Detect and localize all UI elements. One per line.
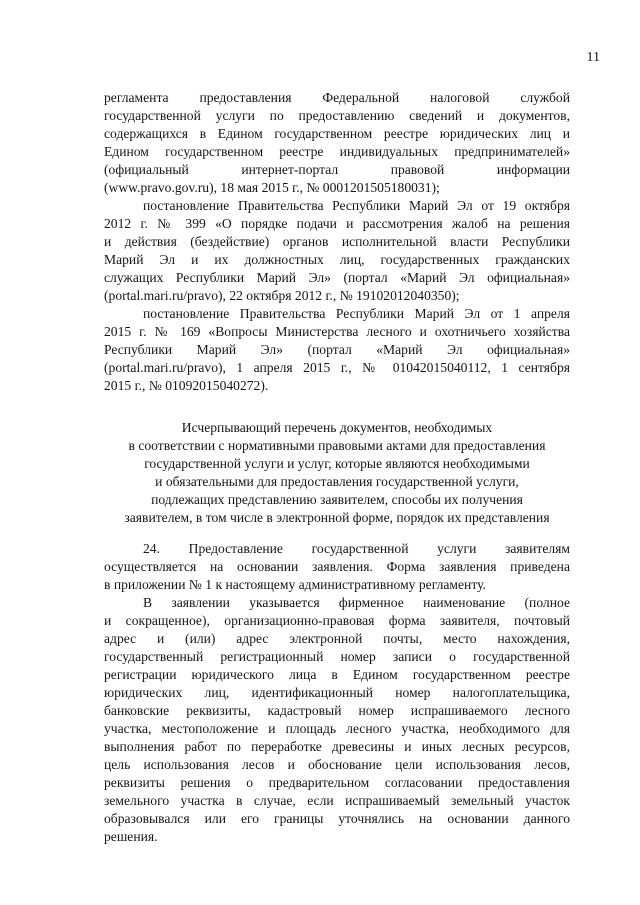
text-line: Марий Эл и их должностных лиц, государственных гражданских bbox=[104, 252, 570, 267]
text-line: содержащихся в Едином государственном реестре юридических лиц и bbox=[104, 126, 570, 141]
text-line: осуществляется на основании заявления. Форма заявления приведена bbox=[104, 559, 570, 574]
section-heading-line: подлежащих представлению заявителем, способы их получения bbox=[151, 492, 523, 507]
text-line: выполнения работ по переработке древесины и иных лесных ресурсов, bbox=[104, 739, 570, 754]
text-line: служащих Республики Марий Эл» (портал «Марий Эл официальная» bbox=[104, 270, 570, 285]
text-line: юридических лиц, идентификационный номер налогоплательщика, bbox=[104, 685, 570, 700]
text-line: регистрации юридического лица в Едином государственном реестре bbox=[104, 667, 570, 682]
section-heading-line: Исчерпывающий перечень документов, необходимых bbox=[181, 420, 493, 435]
text-line: 24. Предоставление государственной услуги заявителям bbox=[143, 541, 570, 556]
text-line: в приложении № 1 к настоящему административному регламенту. bbox=[104, 577, 486, 592]
text-line: 2015 г., № 01092015040272). bbox=[104, 378, 269, 393]
text-line: адрес и (или) адрес электронной почты, место нахождения, bbox=[104, 631, 570, 646]
text-line: земельного участка в случае, если испрашиваемый земельный участок bbox=[104, 793, 570, 808]
text-line: государственный регистрационный номер записи о государственной bbox=[104, 649, 570, 664]
text-line: и сокращенное), организационно-правовая форма заявителя, почтовый bbox=[104, 613, 570, 628]
text-line: постановление Правительства Республики Марий Эл от 1 апреля bbox=[143, 306, 570, 321]
text-line: образовывался или его границы уточнялись на основании данного bbox=[104, 811, 570, 826]
text-line: (portal.mari.ru/pravo), 1 апреля 2015 г., № 01042015040112, 1 сентября bbox=[104, 360, 570, 375]
text-line: (www.pravo.gov.ru), 18 мая 2015 г., № 0001201505180031); bbox=[104, 180, 440, 195]
text-line: решения. bbox=[104, 829, 158, 844]
text-line: и действия (бездействие) органов исполнительной власти Республики bbox=[104, 234, 570, 249]
text-line: цель использования лесов и обоснование цели использования лесов, bbox=[104, 757, 570, 772]
section-heading-line: государственной услуги и услуг, которые являются необходимыми bbox=[144, 456, 530, 471]
text-line: Едином государственном реестре индивидуальных предпринимателей» bbox=[104, 144, 570, 159]
section-heading-line: заявителем, в том числе в электронной форме, порядок их представления bbox=[124, 510, 550, 525]
page-number: 11 bbox=[586, 50, 600, 65]
text-line: 2012 г. № 399 «О порядке подачи и рассмотрения жалоб на решения bbox=[104, 216, 570, 231]
text-line: (официальный интернет-портал правовой информации bbox=[104, 162, 570, 177]
text-line: (portal.mari.ru/pravo), 22 октября 2012 г., № 19102012040350); bbox=[104, 288, 460, 303]
text-line: регламента предоставления Федеральной налоговой службой bbox=[104, 90, 570, 105]
text-line: государственной услуги по предоставлению сведений и документов, bbox=[104, 108, 570, 123]
text-line: участка, местоположение и площадь лесного участка, необходимого для bbox=[104, 721, 570, 736]
text-line: постановление Правительства Республики Марий Эл от 19 октября bbox=[143, 198, 570, 213]
text-line: 2015 г. № 169 «Вопросы Министерства лесного и охотничьего хозяйства bbox=[104, 324, 570, 339]
text-line: В заявлении указывается фирменное наименование (полное bbox=[143, 595, 570, 610]
text-line: Республики Марий Эл» (портал «Марий Эл официальная» bbox=[104, 342, 570, 357]
text-line: реквизиты решения о предварительном согласовании предоставления bbox=[104, 775, 570, 790]
text-line: банковские реквизиты, кадастровый номер испрашиваемого лесного bbox=[104, 703, 570, 718]
section-heading-line: и обязательными для предоставления государственной услуги, bbox=[155, 474, 519, 489]
section-heading-line: в соответствии с нормативными правовыми актами для предоставления bbox=[128, 438, 546, 453]
